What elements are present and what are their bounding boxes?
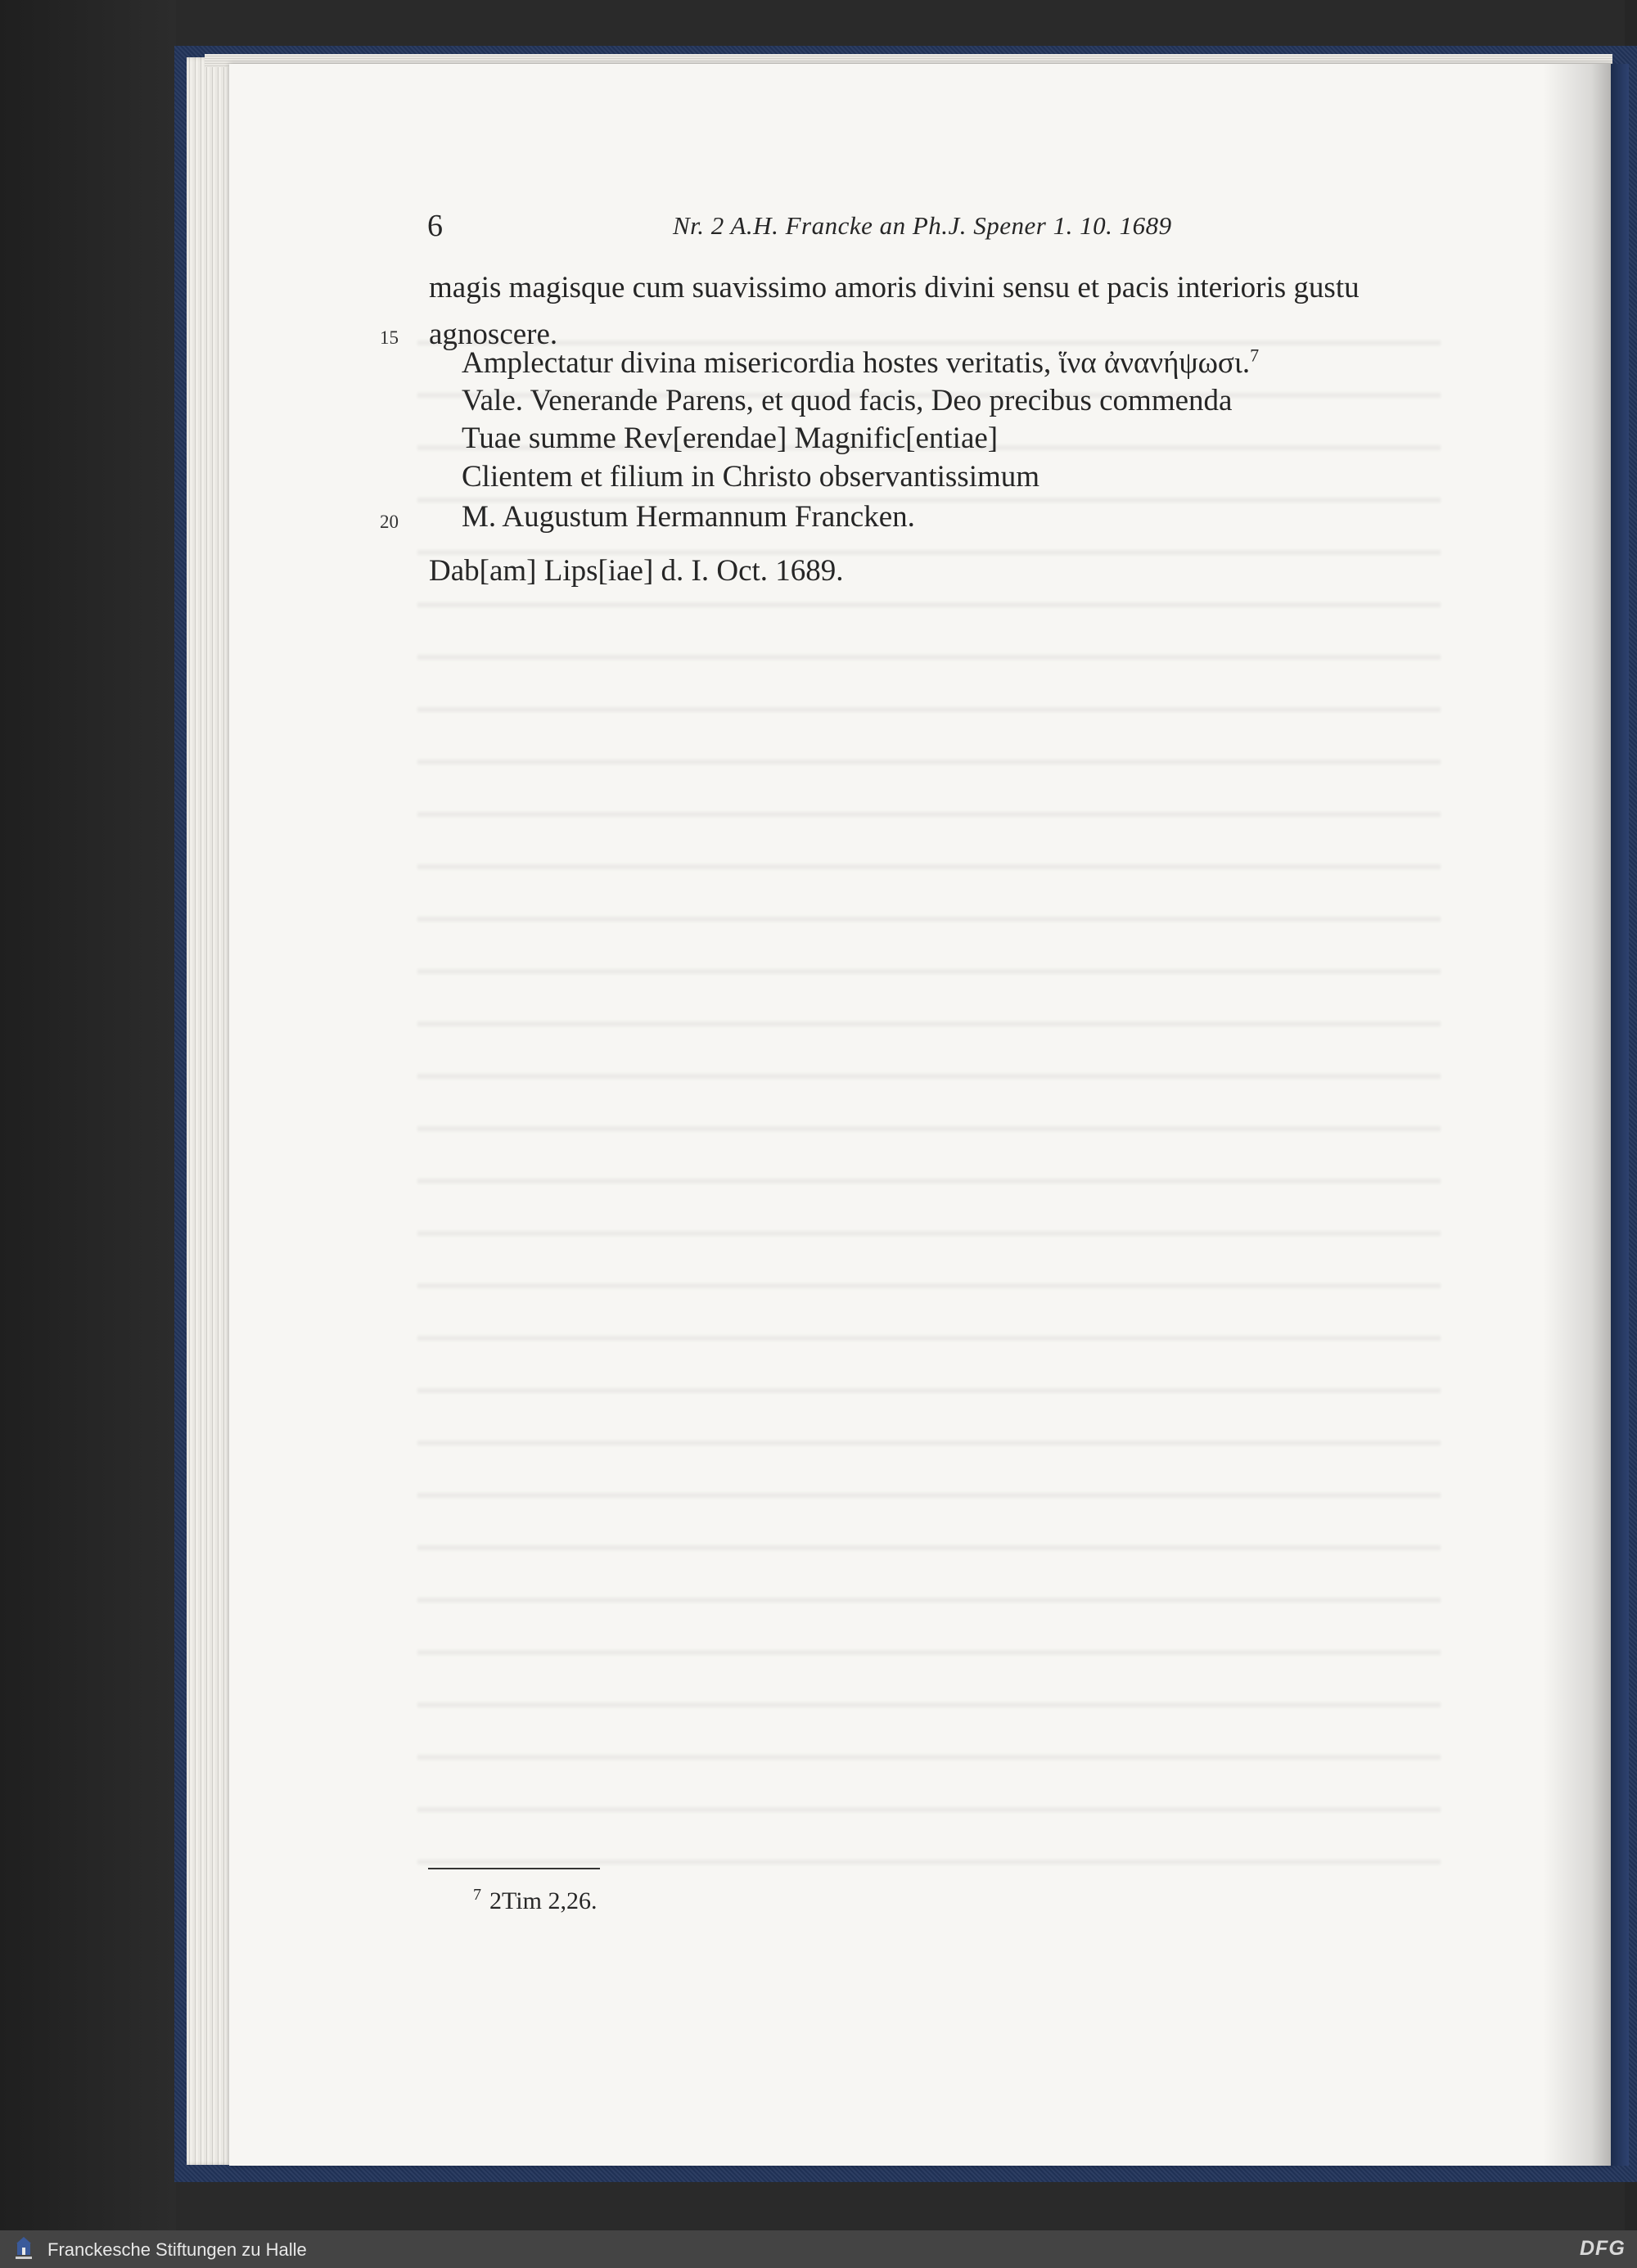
page-number: 6	[427, 209, 443, 243]
body-line-4: Vale. Venerande Parens, et quod facis, Deo precibus commenda	[462, 384, 1233, 417]
line-number-15: 15	[380, 327, 399, 348]
footnote-reference-7: 7	[1250, 345, 1260, 366]
scan-background-left	[0, 0, 176, 2230]
body-line-6: Clientem et filium in Christo observantissimum	[462, 460, 1040, 494]
body-line-3	[462, 345, 1259, 381]
footnote-number: 7	[473, 1886, 481, 1904]
body-line-2: agnoscere.	[429, 318, 558, 351]
viewer-footer	[0, 2230, 1637, 2268]
show-through-text	[417, 303, 1441, 1899]
body-line-3-text: Amplectatur divina misericordia hostes veritatis, ἵνα ἀνανήψωσι.	[462, 346, 1251, 380]
institution-logo-icon	[15, 2235, 33, 2261]
cover-spine-edge	[1611, 64, 1629, 2166]
page-stack-edges	[187, 57, 236, 2165]
footnote-rule	[428, 1868, 600, 1869]
line-number-20: 20	[380, 512, 399, 532]
footnote-text: 2Tim 2,26.	[489, 1887, 598, 1914]
footnote-7	[473, 1887, 597, 1915]
institution-name: Franckesche Stiftungen zu Halle	[47, 2239, 307, 2260]
body-line-1: magis magisque cum suavissimo amoris divini sensu et pacis interioris gustu	[429, 271, 1360, 304]
dateline: Dab[am] Lips[iae] d. I. Oct. 1689.	[429, 554, 844, 588]
body-line-5: Tuae summe Rev[erendae] Magnific[entiae]	[462, 422, 999, 455]
body-line-7: M. Augustum Hermannum Francken.	[462, 500, 915, 534]
dfg-logo: DFG	[1580, 2237, 1626, 2260]
running-head-title: Nr. 2 A.H. Francke an Ph.J. Spener 1. 10. 1689	[673, 211, 1172, 240]
page-gutter-shadow	[1543, 64, 1612, 2166]
